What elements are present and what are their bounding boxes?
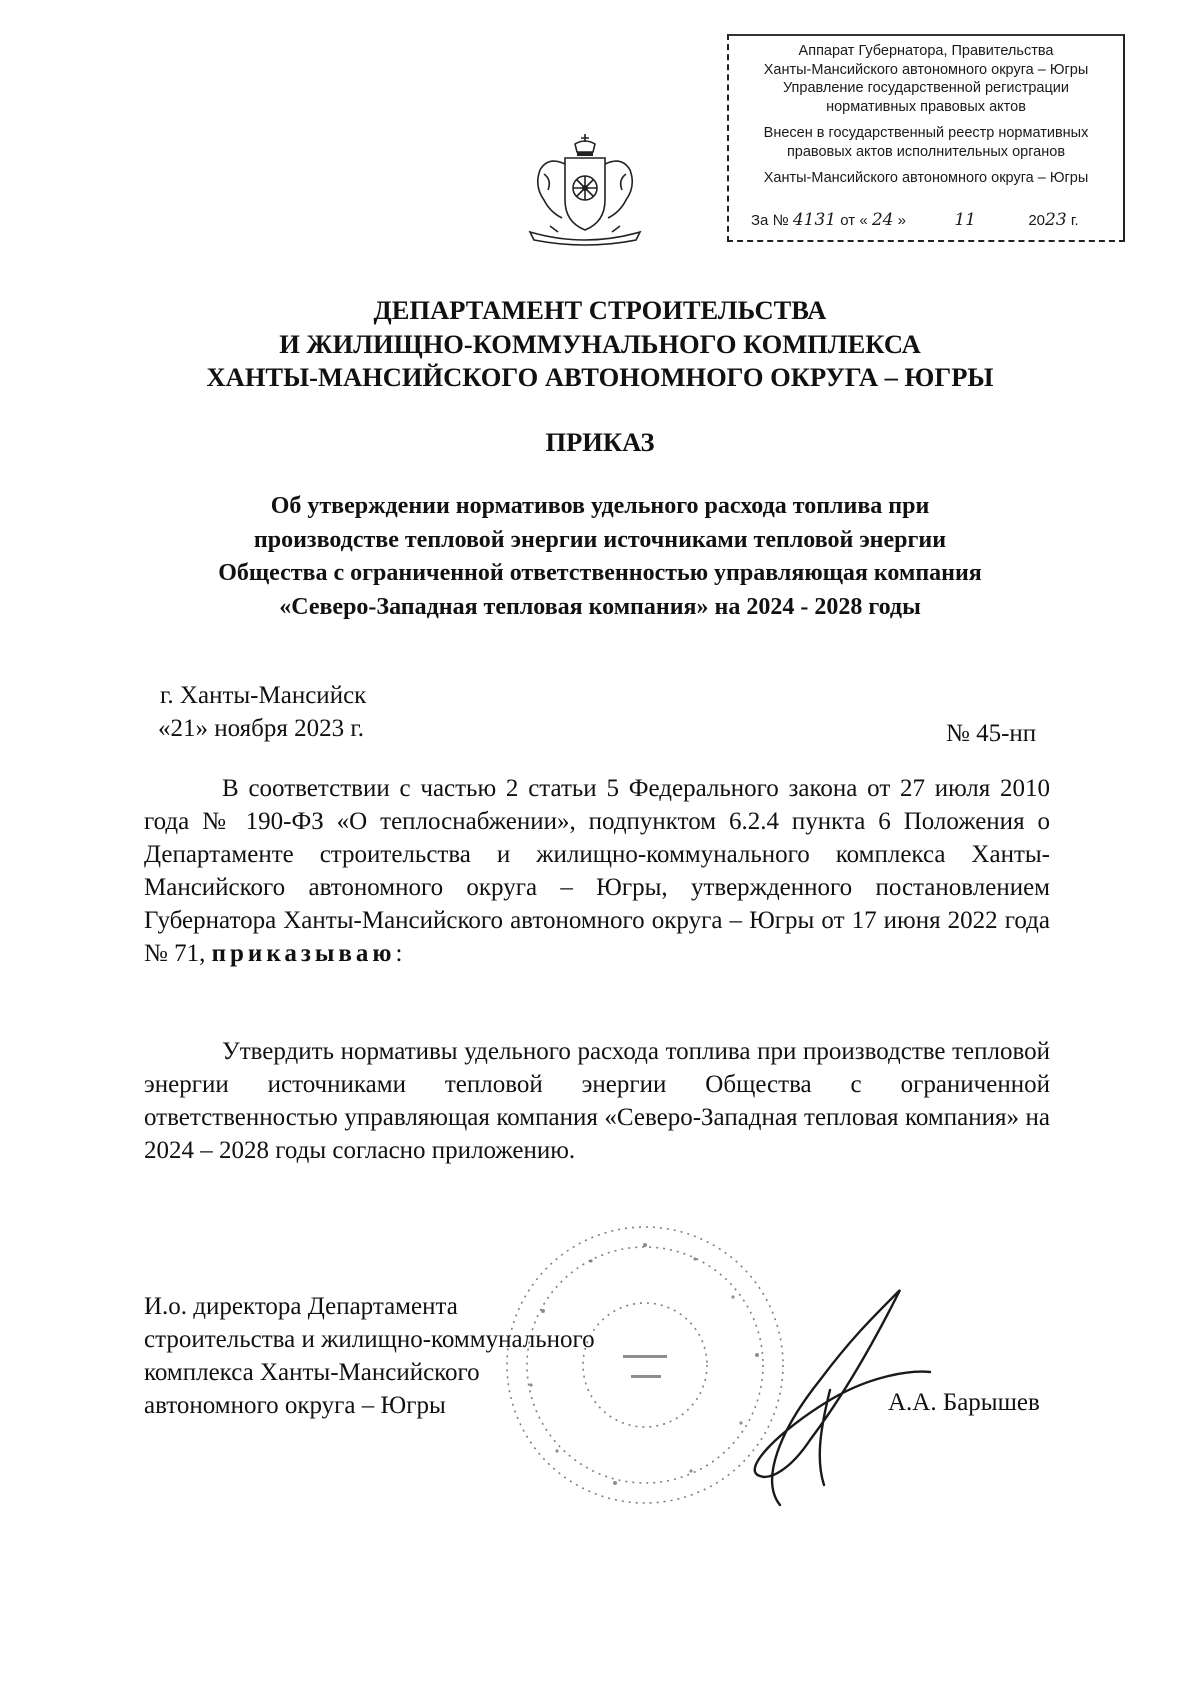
signatory-line: комплекса Ханты-Мансийского — [144, 1359, 480, 1386]
place: г. Ханты-Мансийск — [160, 682, 367, 709]
stamp-day-close: » — [897, 211, 907, 229]
title-line-2: производстве тепловой энергии источниками тепловой энергии — [253, 527, 947, 553]
stamp-number-value: 4131 — [792, 209, 837, 230]
stamp-month: 11 — [954, 209, 976, 230]
department-name-line-2: И ЖИЛИЩНО-КОММУНАЛЬНОГО КОМПЛЕКСА — [279, 329, 921, 359]
document-type: ПРИКАЗ — [545, 427, 655, 457]
stamp-line: нормативных правовых актов — [826, 98, 1026, 115]
stamp-line: Управление государственной регистрации — [782, 80, 1070, 96]
paragraph-order: Утвердить нормативы удельного расхода топлива при производстве тепловой энергии источниками тепловой энергии Общества с ограниченной ответственностью управляющая компания «Северо-Западная тепловая компания» на 2024 – 2028 годы согласно приложению. — [144, 1038, 1050, 1164]
date: «21» ноября 2023 г. — [158, 715, 365, 742]
stamp-year-unit: г. — [1070, 211, 1079, 229]
signatory-line: строительства и жилищно-коммунального — [144, 1326, 595, 1353]
order-verb: приказываю — [211, 940, 396, 967]
stamp-line: Внесен в государственный реестр нормативных — [763, 125, 1089, 141]
preamble-end: : — [395, 940, 403, 967]
title-line-4: «Северо-Западная тепловая компания» на 2024 - 2028 годы — [279, 594, 921, 620]
stamp-registration-number — [751, 211, 1115, 231]
registration-stamp — [727, 34, 1125, 242]
preamble-text: В соответствии с частью 2 статьи 5 Федерального закона от 27 июля 2010 года № 190-ФЗ «О теплоснабжении», подпунктом 6.2.4 пункта 6 Положения о Департаменте строительства и жилищно-коммунального комплекса Ханты-Мансийского автономного округа – Югры, утвержденного постановлением Губернатора Ханты-Мансийского автономного округа – Югры от 17 июня 2022 года № 71, — [144, 775, 1050, 967]
coat-of-arms-icon — [520, 130, 650, 250]
signatory-name: А.А. Барышев — [888, 1389, 1040, 1416]
stamp-line: Ханты-Мансийского автономного округа – Югры — [763, 61, 1089, 78]
stamp-line: правовых актов исполнительных органов — [786, 143, 1066, 160]
stamp-line: Аппарат Губернатора, Правительства — [798, 43, 1054, 59]
signatory-line: И.о. директора Департамента — [144, 1293, 458, 1320]
stamp-from-label: от « — [840, 211, 868, 229]
title-line-3: Общества с ограниченной ответственностью управляющая компания — [218, 560, 982, 586]
signatory-position — [144, 1290, 595, 1422]
department-name-line-1: ДЕПАРТАМЕНТ СТРОИТЕЛЬСТВА — [373, 295, 827, 325]
stamp-year-prefix: 20 — [1028, 211, 1046, 229]
stamp-number-label: За № — [751, 211, 789, 229]
stamp-year-suffix: 23 — [1045, 209, 1067, 230]
stamp-day: 24 — [871, 209, 894, 230]
paragraph-preamble — [144, 772, 1050, 970]
department-name-line-3: ХАНТЫ-МАНСИЙСКОГО АВТОНОМНОГО ОКРУГА – ЮГРЫ — [206, 362, 994, 392]
stamp-line: Ханты-Мансийского автономного округа – Югры — [763, 170, 1089, 186]
order-number: № 45-нп — [946, 720, 1037, 747]
signatory-line: автономного округа – Югры — [144, 1392, 446, 1419]
title-line-1: Об утверждении нормативов удельного расхода топлива при — [270, 493, 930, 519]
